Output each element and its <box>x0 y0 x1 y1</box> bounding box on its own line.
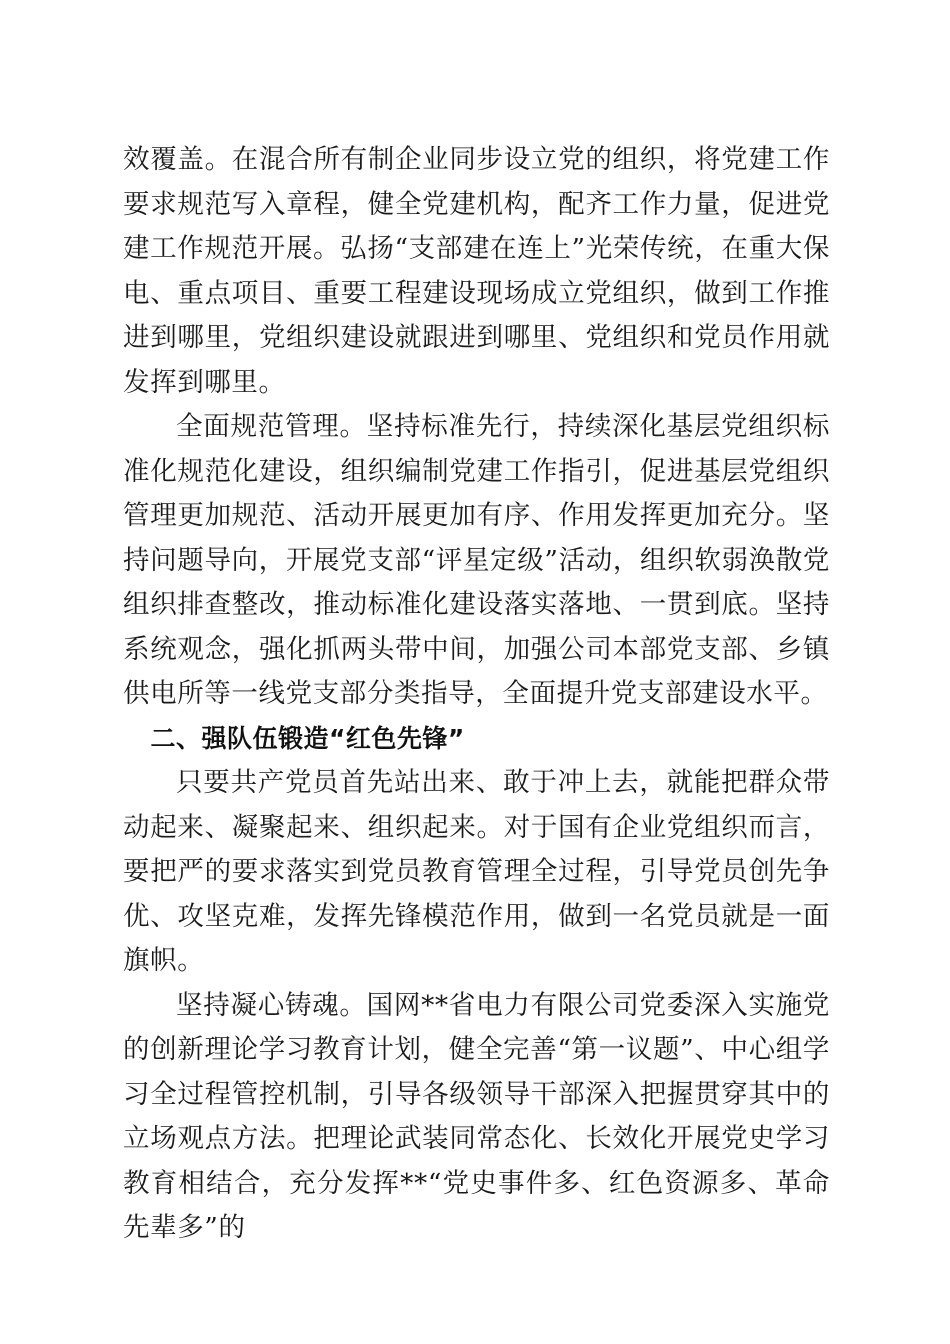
paragraph-continuation: 效覆盖。在混合所有制企业同步设立党的组织，将党建工作要求规范写入章程，健全党建机构，配齐工作力量，促进党建工作规范开展。弘扬“支部建在连上”光荣传统，在重大保电、重点项目、重要工程建设现场成立党组织，做到工作推进到哪里，党组织建设就跟进到哪里、党组织和党员作用就发挥到哪里。 <box>123 144 830 398</box>
paragraph-standardized-management: 全面规范管理。坚持标准先行，持续深化基层党组织标准化规范化建设，组织编制党建工作指引，促进基层党组织管理更加规范、活动开展更加有序、作用发挥更加充分。坚持问题导向，开展党支部“评星定级”活动，组织软弱涣散党组织排查整改，推动标准化建设落实落地、一贯到底。坚持系统观念，强化抓两头带中间，加强公司本部党支部、乡镇供电所等一线党支部分类指导，全面提升党支部建设水平。 <box>123 411 830 709</box>
paragraph-theory-education: 坚持凝心铸魂。国网**省电力有限公司党委深入实施党的创新理论学习教育计划，健全完善“第一议题”、中心组学习全过程管控机制，引导各级领导干部深入把握贯穿其中的立场观点方法。把理论武装同常态化、长效化开展党史学习教育相结合，充分发挥**“党史事件多、红色资源多、革命先辈多”的 <box>123 989 830 1243</box>
paragraph-party-members-vanguard: 只要共产党员首先站出来、敢于冲上去，就能把群众带动起来、凝聚起来、组织起来。对于国有企业党组织而言，要把严的要求落实到党员教育管理全过程，引导党员创先争优、攻坚克难，发挥先锋模范作用，做到一名党员就是一面旗帜。 <box>123 767 830 976</box>
document-body <box>123 138 830 1251</box>
section-heading: 二、强队伍锻造“红色先锋” <box>150 723 465 753</box>
